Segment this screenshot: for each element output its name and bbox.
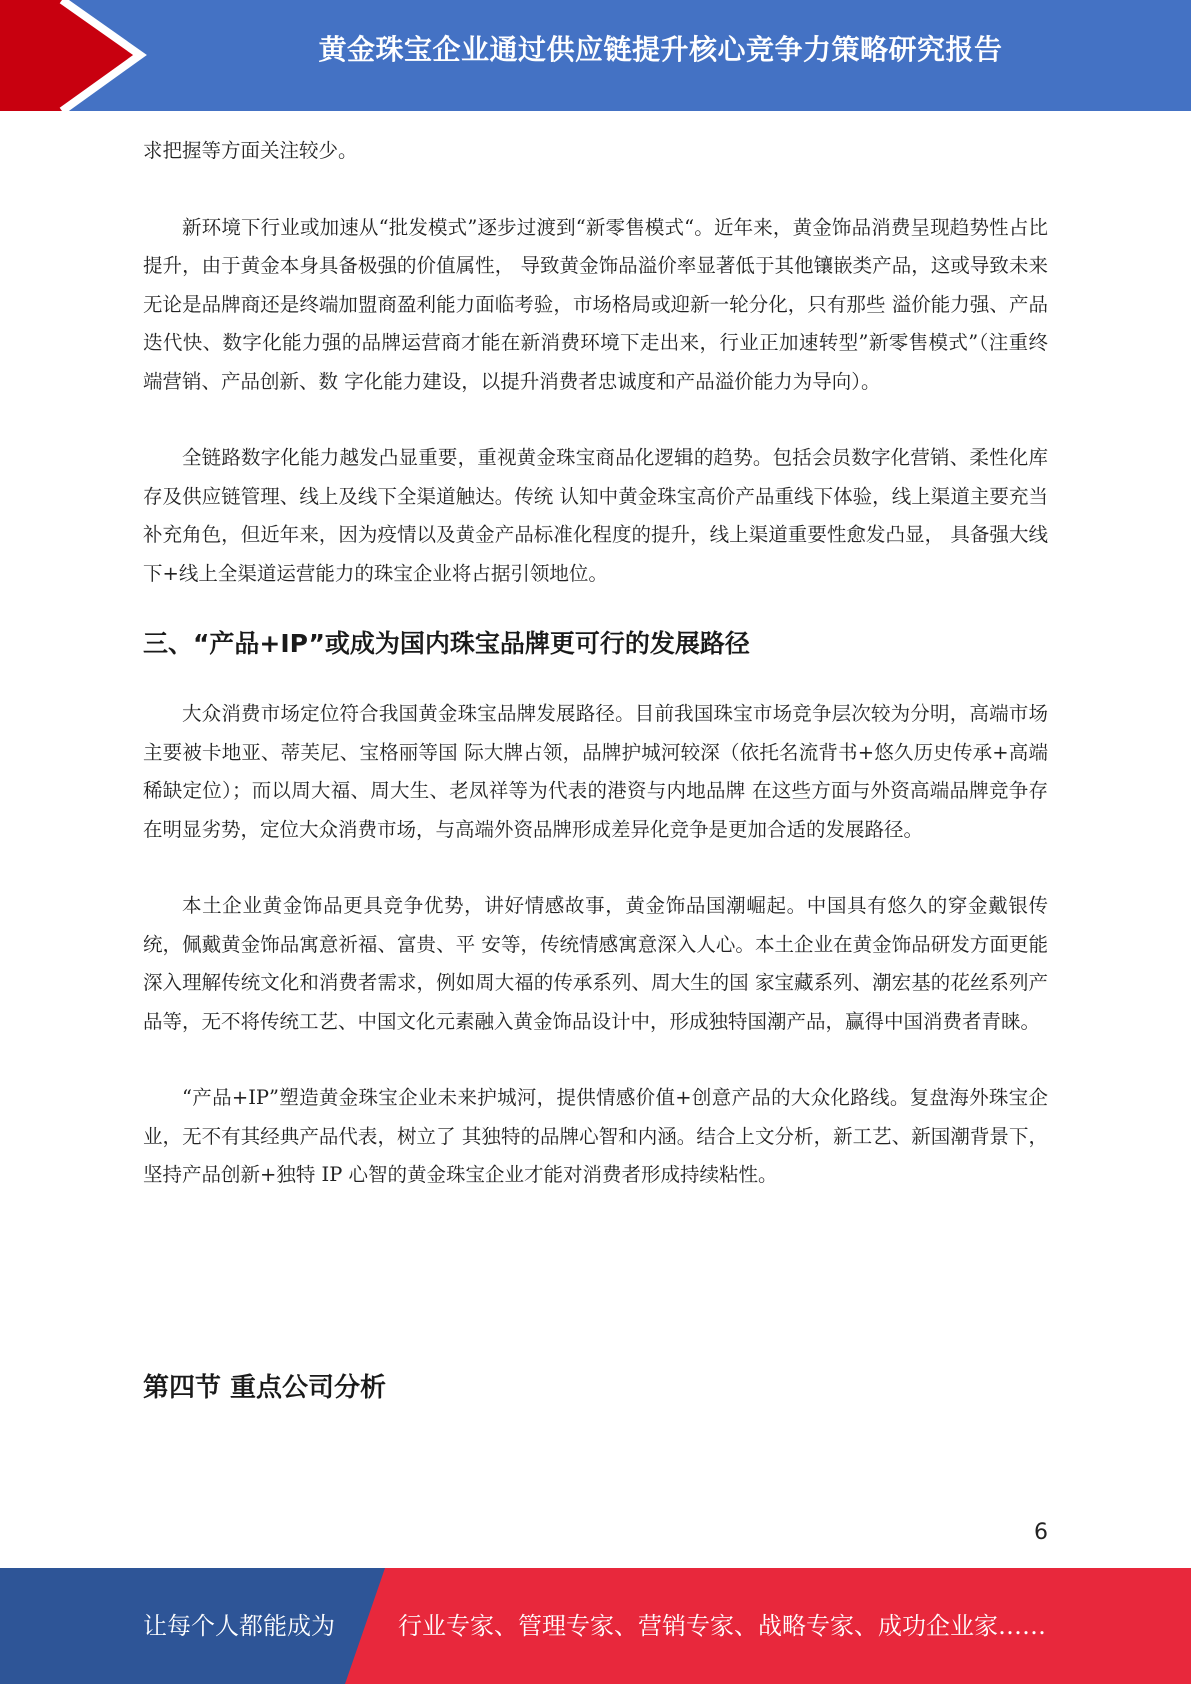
chapter-heading: 第四节 重点公司分析 <box>143 1373 387 1403</box>
paragraph-local-advantage: 本土企业黄金饰品更具竞争优势，讲好情感故事，黄金饰品国潮崛起。中国具有悠久的穿金戴银传统，佩戴黄金饰品寓意祈福、富贵、平 安等，传统情感寓意深入人心。本土企业在黄金饰品研发方面更能深入理解传统文化和消费者需求，例如周大福的传承系列、周大生的国 家宝藏系列、潮宏基的花丝系列产品等，无不将传统工艺、中国文化元素融入黄金饰品设计中，形成独特国潮产品，赢得中国消费者青睐。 <box>143 894 1048 1033</box>
main-content <box>143 132 1048 1195</box>
paragraph-digitalization: 全链路数字化能力越发凸显重要，重视黄金珠宝商品化逻辑的趋势。包括会员数字化营销、柔性化库存及供应链管理、线上及线下全渠道触达。传统 认知中黄金珠宝高价产品重线下体验，线上渠道主要充当补充角色，但近年来，因为疫情以及黄金产品标准化程度的提升，线上渠道重要性愈发凸显， 具备强大线下+线上全渠道运营能力的珠宝企业将占据引领地位。 <box>143 446 1048 585</box>
footer-slogan-left: 让每个人都能成为 <box>143 1612 335 1640</box>
page-footer <box>0 1568 1191 1684</box>
paragraph-mass-market: 大众消费市场定位符合我国黄金珠宝品牌发展路径。目前我国珠宝市场竞争层次较为分明，高端市场主要被卡地亚、蒂芙尼、宝格丽等国 际大牌占领，品牌护城河较深（依托名流背书+悠久历史传承+高端稀缺定位）；而以周大福、周大生、老凤祥等为代表的港资与内地品牌 在这些方面与外资高端品牌竞争存在明显劣势，定位大众消费市场，与高端外资品牌形成差异化竞争是更加合适的发展路径。 <box>143 702 1048 841</box>
paragraph-continuation: 求把握等方面关注较少。 <box>143 139 358 162</box>
footer-slogan-right: 行业专家、管理专家、营销专家、战略专家、成功企业家…… <box>398 1612 1046 1640</box>
page-number: 6 <box>1034 1520 1048 1545</box>
page-header <box>0 0 1191 111</box>
report-title: 黄金珠宝企业通过供应链提升核心竞争力策略研究报告 <box>318 33 1003 66</box>
paragraph-product-ip: “产品+IP”塑造黄金珠宝企业未来护城河，提供情感价值+创意产品的大众化路线。复盘海外珠宝企业，无不有其经典产品代表，树立了 其独特的品牌心智和内涵。结合上文分析，新工艺、新国潮背景下，坚持产品创新+独特 IP 心智的黄金珠宝企业才能对消费者形成持续粘性。 <box>143 1086 1048 1186</box>
paragraph-new-retail: 新环境下行业或加速从“批发模式”逐步过渡到“新零售模式“。近年来，黄金饰品消费呈现趋势性占比提升，由于黄金本身具备极强的价值属性， 导致黄金饰品溢价率显著低于其他镶嵌类产品，这或导致未来无论是品牌商还是终端加盟商盈利能力面临考验，市场格局或迎新一轮分化，只有那些 溢价能力强、产品迭代快、数字化能力强的品牌运营商才能在新消费环境下走出来，行业正加速转型”新零售模式”（注重终端营销、产品创新、数 字化能力建设，以提升消费者忠诚度和产品溢价能力为导向）。 <box>143 215 1048 393</box>
header-arrow-decoration <box>0 0 150 111</box>
section-heading: 三、“产品+IP”或成为国内珠宝品牌更可行的发展路径 <box>143 629 750 658</box>
